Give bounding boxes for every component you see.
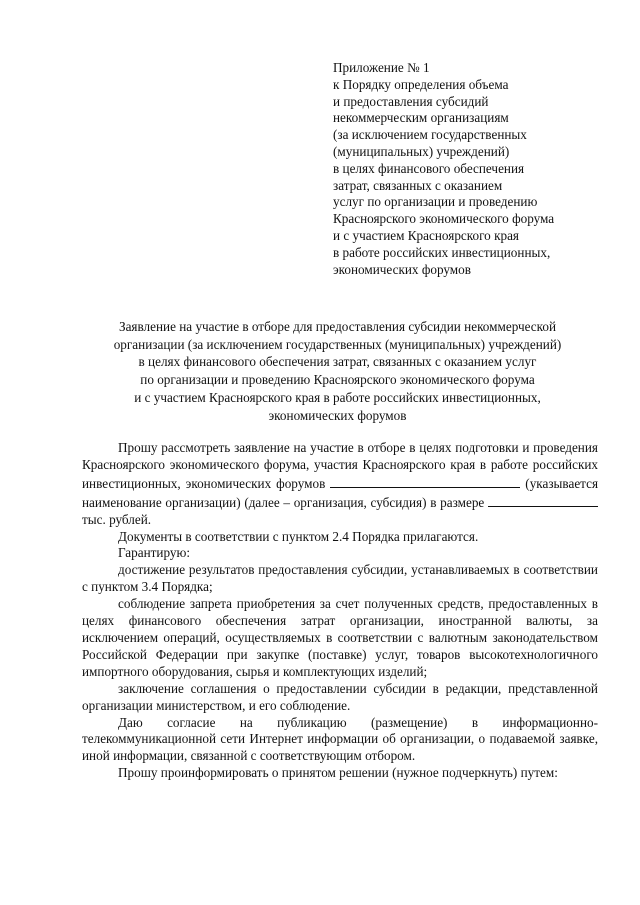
title-line: Заявление на участие в отборе для предоставления субсидии некоммерческой xyxy=(118,319,557,334)
appendix-line: в работе российских инвестиционных, xyxy=(333,244,551,260)
request-paragraph xyxy=(82,440,598,529)
appendix-line: Приложение № 1 xyxy=(333,60,430,75)
appendix-line: и с участием Красноярского края xyxy=(333,227,519,243)
consent-paragraph: Даю согласие на публикацию (размещение) в информационно-телекоммуникационной сети Интернет информации об организации, о подаваемой заявке, иной информации, связанной с соответствующим отбором. xyxy=(82,714,598,764)
appendix-line: некоммерческим организациям xyxy=(333,110,509,126)
request-text-cont: (указывается наименование организации) (далее – организация, субсидия) в размере xyxy=(82,475,599,510)
title-line: экономических форумов xyxy=(268,407,407,423)
title-line: организации (за исключением государственных (муниципальных) учреждений) xyxy=(113,336,562,352)
appendix-line: экономических форумов xyxy=(333,261,471,277)
organization-name-blank[interactable] xyxy=(330,474,520,488)
appendix-line: Красноярского экономического форума xyxy=(333,211,555,227)
appendix-line: в целях финансового обеспечения xyxy=(333,160,525,176)
amount-blank[interactable] xyxy=(488,493,598,507)
appendix-line: и предоставления субсидий xyxy=(333,93,489,109)
appendix-line: к Порядку определения объема xyxy=(333,76,509,92)
appendix-line: затрат, связанных с оказанием xyxy=(333,177,503,193)
document-title xyxy=(60,318,615,424)
title-line: и с участием Красноярского края в работе российских инвестиционных, xyxy=(134,389,541,405)
amount-unit: тыс. рублей. xyxy=(82,511,152,527)
appendix-line: услуг по организации и проведению xyxy=(333,194,538,210)
title-line: по организации и проведению Красноярского экономического форума xyxy=(140,372,535,388)
application-body xyxy=(82,440,598,782)
guarantee-heading: Гарантирую: xyxy=(118,545,191,561)
guarantee-item: достижение результатов предоставления субсидии, устанавливаемых в соответствии с пунктом 3.4 Порядка; xyxy=(82,562,598,595)
request-text: Прошу рассмотреть заявление на участие в отборе в целях подготовки и проведения Красноярского экономического форума, участия Красноярского края в работе российских инвестиционных, экономических форумов xyxy=(82,440,598,491)
documents-paragraph: Документы в соответствии с пунктом 2.4 Порядка прилагаются. xyxy=(118,528,479,544)
guarantee-item: соблюдение запрета приобретения за счет полученных средств, предоставленных в целях финансового обеспечения затрат организации, иностранной валюты, за исключением операций, осуществляемых в соответствии с валютным законодательством Российской Федерации при закупке (поставке) услуг, товаров высокотехнологичного импортного оборудования, сырья и комплектующих изделий; xyxy=(82,596,598,679)
guarantee-item: заключение соглашения о предоставлении субсидии в редакции, представленной организации министерством, и его соблюдение. xyxy=(82,680,598,713)
inform-paragraph: Прошу проинформировать о принятом решении (нужное подчеркнуть) путем: xyxy=(118,765,558,781)
appendix-line: (за исключением государственных xyxy=(333,127,527,143)
appendix-block xyxy=(333,60,613,278)
title-line: в целях финансового обеспечения затрат, связанных с оказанием услуг xyxy=(138,354,537,370)
appendix-line: (муниципальных) учреждений) xyxy=(333,143,510,159)
